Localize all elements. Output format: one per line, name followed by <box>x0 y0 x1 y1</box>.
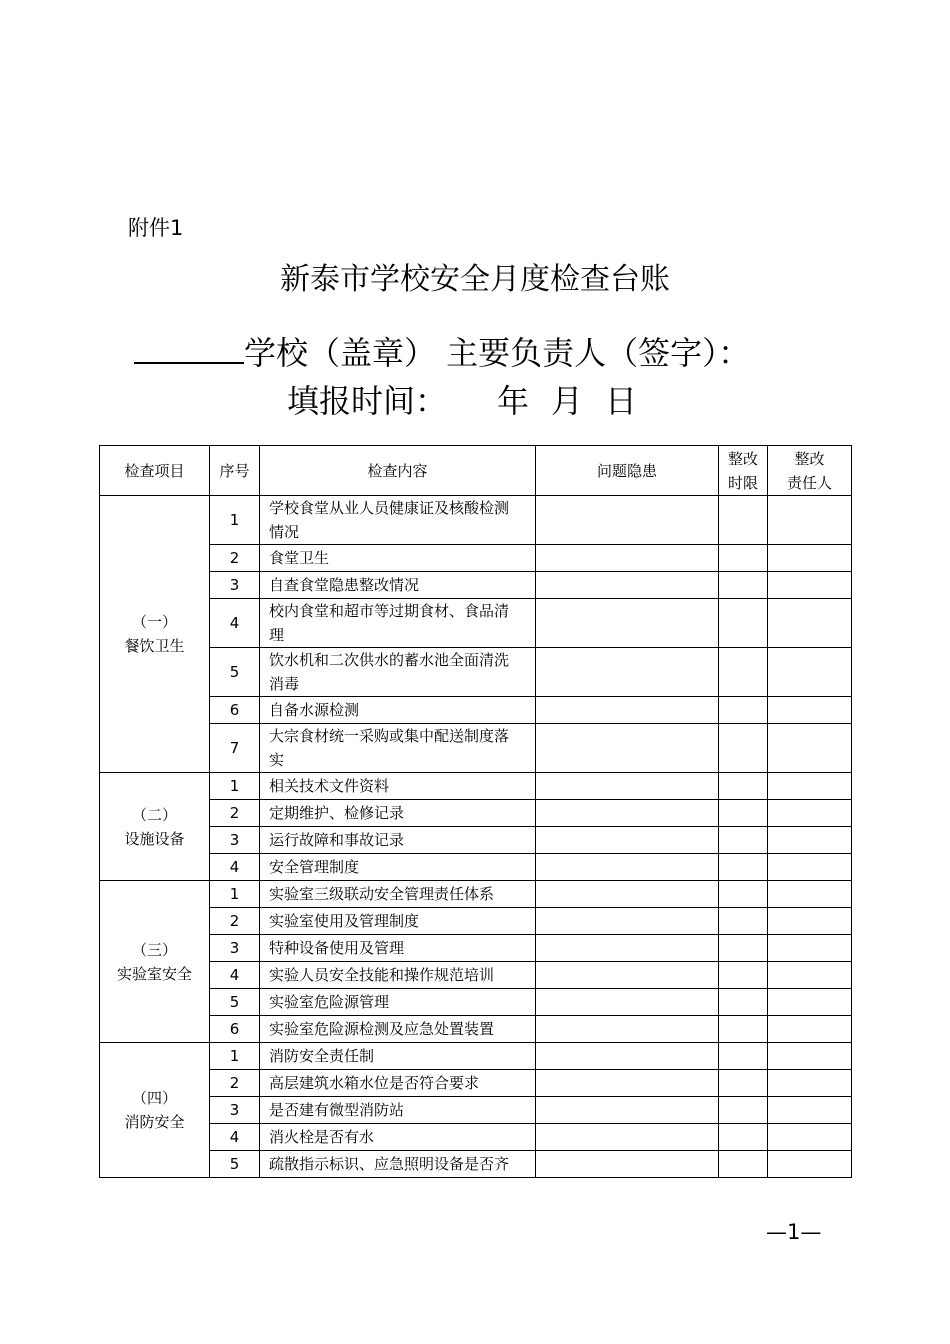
content-line1: 实验室三级联动安全管理责任体系 <box>269 885 495 903</box>
category-name: 餐饮卫生 <box>124 637 185 655</box>
owner-cell[interactable] <box>768 1124 852 1151</box>
month-label: 月 <box>551 382 584 420</box>
issues-cell[interactable] <box>536 854 719 881</box>
table-row <box>100 545 852 572</box>
owner-cell[interactable] <box>768 648 852 697</box>
header-owner <box>768 446 852 496</box>
issues-cell[interactable] <box>536 773 719 800</box>
deadline-cell[interactable] <box>719 545 768 572</box>
inspection-content <box>260 648 536 697</box>
owner-cell[interactable] <box>768 962 852 989</box>
issues-cell[interactable] <box>536 1097 719 1124</box>
owner-cell[interactable] <box>768 800 852 827</box>
row-number: 2 <box>210 908 260 935</box>
table-row <box>100 1151 852 1178</box>
inspection-ledger-table <box>99 445 852 1178</box>
category-cell <box>100 1043 210 1178</box>
inspection-content <box>260 854 536 881</box>
inspection-content <box>260 1016 536 1043</box>
content-line1: 实验室危险源检测及应急处置装置 <box>269 1020 495 1038</box>
row-number: 2 <box>210 800 260 827</box>
content-line1: 大宗食材统一采购或集中配送制度落 <box>269 727 510 745</box>
row-number: 2 <box>210 1070 260 1097</box>
table-row <box>100 827 852 854</box>
issues-cell[interactable] <box>536 572 719 599</box>
table-row <box>100 496 852 545</box>
page-number: —1— <box>766 1220 822 1244</box>
content-line1: 自查食堂隐患整改情况 <box>269 576 420 594</box>
category-name: 设施设备 <box>124 829 185 848</box>
deadline-cell[interactable] <box>719 1043 768 1070</box>
inspection-content <box>260 724 536 773</box>
page-title: 新泰市学校安全月度检查台账 <box>280 262 670 297</box>
issues-cell[interactable] <box>536 648 719 697</box>
category-name: 消防安全 <box>124 1113 185 1131</box>
inspection-content <box>260 881 536 908</box>
table-row <box>100 1070 852 1097</box>
owner-cell[interactable] <box>768 989 852 1016</box>
owner-cell[interactable] <box>768 697 852 724</box>
table-row <box>100 908 852 935</box>
owner-cell[interactable] <box>768 827 852 854</box>
deadline-cell[interactable] <box>719 599 768 648</box>
deadline-cell[interactable] <box>719 648 768 697</box>
table-body <box>100 496 852 1178</box>
inspection-content <box>260 908 536 935</box>
category-cell <box>100 881 210 1043</box>
inspection-content <box>260 545 536 572</box>
deadline-cell[interactable] <box>719 1097 768 1124</box>
issues-cell[interactable] <box>536 724 719 773</box>
owner-cell[interactable] <box>768 1151 852 1178</box>
content-line2: 情况 <box>269 523 300 541</box>
content-line1: 运行故障和事故记录 <box>269 831 405 849</box>
content-line1: 实验室使用及管理制度 <box>269 912 420 930</box>
school-seal-signature-label: 学校（盖章） 主要负责人（签字）： <box>244 334 751 372</box>
content-line1: 食堂卫生 <box>269 549 330 567</box>
table-row <box>100 1016 852 1043</box>
deadline-cell[interactable] <box>719 496 768 545</box>
row-number: 7 <box>210 724 260 773</box>
content-line1: 是否建有微型消防站 <box>269 1101 405 1119</box>
inspection-content <box>260 962 536 989</box>
row-number: 4 <box>210 599 260 648</box>
row-number: 1 <box>210 773 260 800</box>
header-content: 检查内容 <box>260 446 536 496</box>
owner-cell[interactable] <box>768 881 852 908</box>
table-row <box>100 854 852 881</box>
row-number: 2 <box>210 545 260 572</box>
deadline-cell[interactable] <box>719 908 768 935</box>
category-index: （三） <box>131 940 177 959</box>
table-row <box>100 599 852 648</box>
header-number: 序号 <box>210 446 260 496</box>
attachment-label: 附件1 <box>128 216 184 240</box>
deadline-cell[interactable] <box>719 1151 768 1178</box>
issues-cell[interactable] <box>536 881 719 908</box>
deadline-cell[interactable] <box>719 1070 768 1097</box>
content-line1: 自备水源检测 <box>269 701 360 719</box>
table-row <box>100 935 852 962</box>
content-line1: 定期维护、检修记录 <box>269 804 405 822</box>
table-row <box>100 881 852 908</box>
owner-cell[interactable] <box>768 572 852 599</box>
year-label: 年 <box>497 382 530 420</box>
content-line1: 饮水机和二次供水的蓄水池全面清洗 <box>269 651 510 669</box>
table-row <box>100 572 852 599</box>
row-number: 3 <box>210 572 260 599</box>
content-line1: 安全管理制度 <box>269 858 360 876</box>
owner-cell[interactable] <box>768 1016 852 1043</box>
inspection-content <box>260 599 536 648</box>
table-row <box>100 697 852 724</box>
table-row <box>100 800 852 827</box>
content-line2: 实 <box>269 751 285 769</box>
issues-cell[interactable] <box>536 1151 719 1178</box>
row-number: 3 <box>210 827 260 854</box>
owner-cell[interactable] <box>768 724 852 773</box>
category-index: （四） <box>131 1089 177 1107</box>
issues-cell[interactable] <box>536 1070 719 1097</box>
content-line1: 消火栓是否有水 <box>269 1128 375 1146</box>
owner-cell[interactable] <box>768 773 852 800</box>
issues-cell[interactable] <box>536 908 719 935</box>
row-number: 1 <box>210 1043 260 1070</box>
owner-cell[interactable] <box>768 1043 852 1070</box>
issues-cell[interactable] <box>536 599 719 648</box>
fill-time-line <box>287 376 637 422</box>
row-number: 6 <box>210 697 260 724</box>
issues-cell[interactable] <box>536 1043 719 1070</box>
inspection-content <box>260 572 536 599</box>
row-number: 4 <box>210 1124 260 1151</box>
deadline-cell[interactable] <box>719 572 768 599</box>
content-line1: 高层建筑水箱水位是否符合要求 <box>269 1074 480 1092</box>
row-number: 3 <box>210 935 260 962</box>
inspection-content <box>260 1043 536 1070</box>
inspection-content <box>260 935 536 962</box>
header-deadline <box>719 446 768 496</box>
table-row <box>100 1043 852 1070</box>
inspection-content <box>260 800 536 827</box>
row-number: 4 <box>210 854 260 881</box>
row-number: 1 <box>210 496 260 545</box>
deadline-cell[interactable] <box>719 724 768 773</box>
owner-cell[interactable] <box>768 1097 852 1124</box>
inspection-content <box>260 1151 536 1178</box>
header-category: 检查项目 <box>100 446 210 496</box>
deadline-cell[interactable] <box>719 935 768 962</box>
category-index: （一） <box>131 613 177 631</box>
header-deadline-line2: 时限 <box>727 473 758 492</box>
header-issues: 问题隐患 <box>536 446 719 496</box>
category-name: 实验室安全 <box>116 964 192 983</box>
table-row <box>100 1097 852 1124</box>
deadline-cell[interactable] <box>719 989 768 1016</box>
owner-cell[interactable] <box>768 545 852 572</box>
row-number: 3 <box>210 1097 260 1124</box>
deadline-cell[interactable] <box>719 962 768 989</box>
content-line1: 实验室危险源管理 <box>269 993 390 1011</box>
inspection-content <box>260 827 536 854</box>
row-number: 6 <box>210 1016 260 1043</box>
owner-cell[interactable] <box>768 908 852 935</box>
owner-cell[interactable] <box>768 496 852 545</box>
deadline-cell[interactable] <box>719 827 768 854</box>
content-line2: 消毒 <box>269 675 300 693</box>
row-number: 5 <box>210 648 260 697</box>
owner-cell[interactable] <box>768 599 852 648</box>
issues-cell[interactable] <box>536 697 719 724</box>
issues-cell[interactable] <box>536 496 719 545</box>
row-number: 5 <box>210 989 260 1016</box>
inspection-content <box>260 1097 536 1124</box>
inspection-content <box>260 1070 536 1097</box>
table-row <box>100 989 852 1016</box>
inspection-content <box>260 773 536 800</box>
deadline-cell[interactable] <box>719 697 768 724</box>
fill-time-label: 填报时间： <box>287 382 448 420</box>
table-row <box>100 724 852 773</box>
deadline-cell[interactable] <box>719 1124 768 1151</box>
issues-cell[interactable] <box>536 800 719 827</box>
content-line1: 学校食堂从业人员健康证及核酸检测 <box>269 499 510 517</box>
deadline-cell[interactable] <box>719 800 768 827</box>
table-header-row <box>100 446 852 496</box>
row-number: 5 <box>210 1151 260 1178</box>
issues-cell[interactable] <box>536 989 719 1016</box>
inspection-content <box>260 496 536 545</box>
content-line2: 理 <box>269 626 285 644</box>
day-label: 日 <box>605 382 638 420</box>
issues-cell[interactable] <box>536 935 719 962</box>
category-cell <box>100 496 210 773</box>
content-line1: 疏散指示标识、应急照明设备是否齐 <box>269 1155 510 1173</box>
deadline-cell[interactable] <box>719 881 768 908</box>
issues-cell[interactable] <box>536 1016 719 1043</box>
content-line1: 消防安全责任制 <box>269 1047 375 1065</box>
table-row <box>100 1124 852 1151</box>
inspection-content <box>260 1124 536 1151</box>
header-owner-line1: 整改 <box>794 449 825 468</box>
issues-cell[interactable] <box>536 962 719 989</box>
school-signature-line <box>134 328 750 374</box>
content-line1: 相关技术文件资料 <box>269 777 390 795</box>
row-number: 4 <box>210 962 260 989</box>
header-owner-line2: 责任人 <box>786 473 832 492</box>
inspection-content <box>260 697 536 724</box>
owner-cell[interactable] <box>768 935 852 962</box>
table-row <box>100 773 852 800</box>
issues-cell[interactable] <box>536 545 719 572</box>
deadline-cell[interactable] <box>719 854 768 881</box>
inspection-content <box>260 989 536 1016</box>
deadline-cell[interactable] <box>719 773 768 800</box>
owner-cell[interactable] <box>768 854 852 881</box>
category-index: （二） <box>131 805 177 824</box>
category-cell <box>100 773 210 881</box>
content-line1: 特种设备使用及管理 <box>269 939 405 957</box>
issues-cell[interactable] <box>536 827 719 854</box>
table-row <box>100 648 852 697</box>
content-line1: 实验人员安全技能和操作规范培训 <box>269 966 495 984</box>
table-row <box>100 962 852 989</box>
content-line1: 校内食堂和超市等过期食材、食品清 <box>269 602 510 620</box>
owner-cell[interactable] <box>768 1070 852 1097</box>
deadline-cell[interactable] <box>719 1016 768 1043</box>
issues-cell[interactable] <box>536 1124 719 1151</box>
header-deadline-line1: 整改 <box>727 449 758 468</box>
row-number: 1 <box>210 881 260 908</box>
school-name-blank <box>134 332 244 364</box>
